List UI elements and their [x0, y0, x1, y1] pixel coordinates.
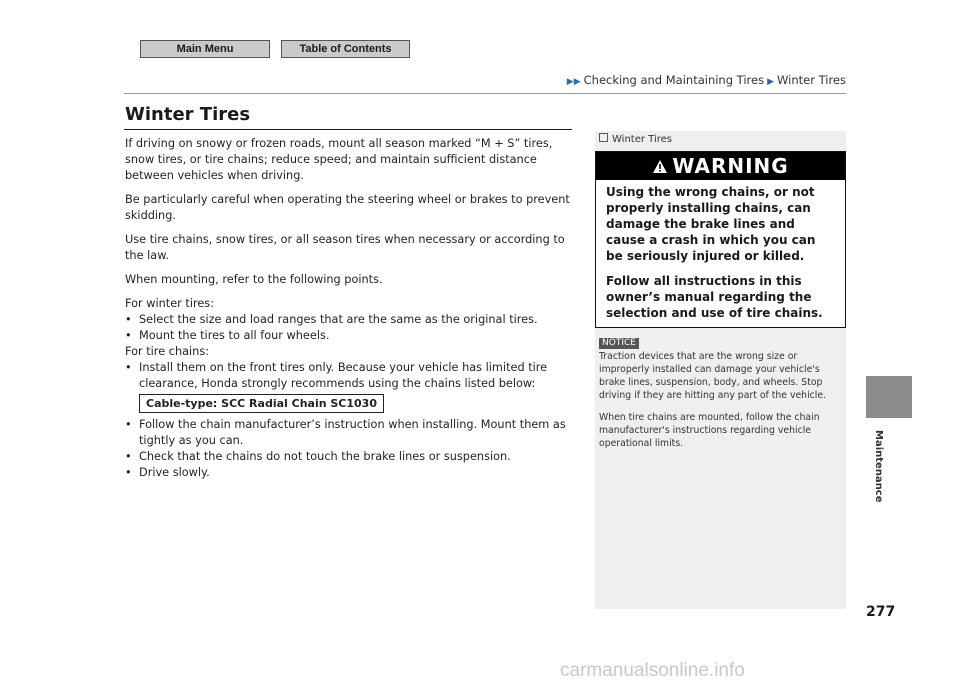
notice-text: Traction devices that are the wrong size or improperly installed can damage your vehicle's brake lines, suspension, body, and wheels. Stop driving if they are hitting any part of the vehicle. When tire chains are mounted, follow the chain manufacturer's instructions regarding vehicle operational limits. [599, 351, 827, 449]
winter-tires-heading: For winter tires: [125, 297, 215, 310]
warning-label: WARNING [672, 154, 789, 178]
breadcrumb [564, 73, 846, 87]
bullet-icon: • [125, 329, 132, 342]
main-content [125, 136, 577, 481]
chain-model-box: Cable-type: SCC Radial Chain SC1030 [139, 394, 384, 413]
tire-chains-heading: For tire chains: [125, 345, 210, 358]
title-divider [124, 129, 572, 130]
bullet-icon: • [125, 466, 132, 479]
paragraph: If driving on snowy or frozen roads, mount all season marked “M + S” tires, snow tires, or tire chains; reduce speed; and maintain sufficient distance between vehicles when driving. [125, 137, 553, 182]
list-item: • Drive slowly. [125, 466, 210, 479]
bullet-icon: • [125, 361, 132, 374]
warning-box [595, 151, 846, 328]
breadcrumb-link-checking[interactable]: Checking and Maintaining Tires [583, 73, 765, 87]
page-title: Winter Tires [125, 104, 251, 125]
table-of-contents-button[interactable]: Table of Contents [281, 40, 410, 58]
bullet-icon: • [125, 313, 132, 326]
warning-header [596, 152, 845, 180]
list-item: • Select the size and load ranges that are the same as the original tires. [125, 313, 538, 326]
reference-icon [599, 133, 608, 142]
header-divider [124, 93, 846, 94]
list-item: • Install them on the front tires only. Because your vehicle has limited tire clearance, Honda strongly recommends using the chains listed below: [125, 361, 548, 390]
list-item: • Follow the chain manufacturer’s instruction when installing. Mount them as tightly as you can. [125, 418, 566, 447]
notice-badge: NOTICE [599, 338, 639, 349]
page-number: 277 [866, 604, 896, 620]
bullet-icon: • [125, 450, 132, 463]
breadcrumb-arrow-icon: ▶▶ [566, 77, 581, 87]
breadcrumb-current: Winter Tires [777, 73, 846, 87]
main-menu-button[interactable]: Main Menu [140, 40, 270, 58]
bullet-icon: • [125, 418, 132, 431]
watermark: carmanualsonline.info [560, 660, 745, 681]
list-item: • Mount the tires to all four wheels. [125, 329, 330, 342]
section-tab[interactable] [866, 376, 912, 418]
warning-triangle-icon [652, 159, 668, 174]
list-item: • Check that the chains do not touch the brake lines or suspension. [125, 450, 511, 463]
warning-text: Using the wrong chains, or not properly installing chains, can damage the brake lines and cause a crash in which you can be seriously injured or killed. Follow all instructions in this owner’s manual regarding the selection and use of tire chains. [606, 185, 823, 320]
breadcrumb-arrow-icon: ▶ [767, 77, 775, 87]
paragraph: Use tire chains, snow tires, or all season tires when necessary or according to the law. [125, 233, 565, 262]
paragraph: Be particularly careful when operating the steering wheel or brakes to prevent skidding. [125, 193, 570, 222]
paragraph: When mounting, refer to the following points. [125, 273, 383, 286]
section-tab-label: Maintenance [873, 430, 884, 503]
sidebar-heading[interactable]: Winter Tires [599, 133, 672, 145]
